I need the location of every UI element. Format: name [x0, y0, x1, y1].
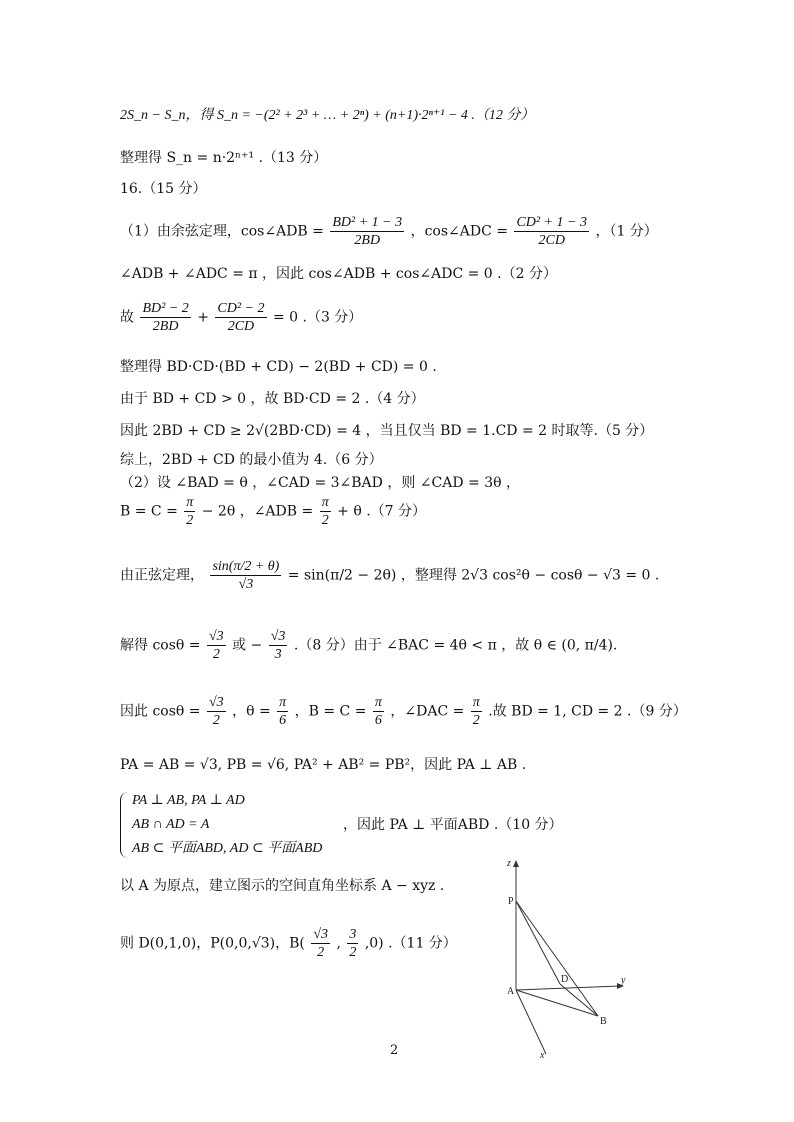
cosine-rule-mid: ，cos∠ADC = — [410, 223, 508, 240]
fraction-denominator: 6 — [374, 713, 382, 728]
cosine-rule-intro: （1）由余弦定理，cos∠ADB = — [120, 223, 324, 240]
fraction-pi-over-2 — [184, 494, 195, 529]
system-brace — [120, 792, 131, 858]
fraction-numerator: sin(π/2 + θ) — [212, 559, 280, 574]
values-theta: ，θ = — [232, 703, 271, 720]
angles-mid: − 2θ ，∠ADB = — [201, 503, 314, 520]
coordinate-system-line: 以 A 为原点，建立图示的空间直角坐标系 A − xyz . — [120, 878, 445, 894]
fraction-numerator: π — [279, 695, 287, 710]
values-dac: ，∠DAC = — [390, 703, 465, 720]
fraction-pi-over-6 — [277, 694, 288, 729]
angles-pre: B = C = — [120, 503, 178, 520]
fraction-numerator: π — [186, 495, 194, 510]
z-axis-label: z — [507, 858, 511, 869]
fraction-denominator: 2 — [212, 713, 220, 728]
edge-ab — [516, 990, 598, 1016]
fraction-root3-over-3 — [269, 628, 288, 663]
fraction-numerator: √3 — [208, 695, 224, 710]
fraction-bd — [140, 300, 190, 335]
fraction-numerator: BD² + 1 − 3 — [332, 215, 403, 230]
fraction-b-y — [347, 926, 358, 961]
fraction-root3-over-2 — [207, 694, 226, 729]
fraction-root3-over-2 — [207, 628, 226, 663]
fraction-denominator: 2 — [349, 945, 357, 960]
fraction-numerator: π — [321, 495, 329, 510]
plus-sign: + — [197, 309, 209, 326]
fraction-pi-over-6 — [373, 694, 384, 729]
system-condition-1: PA ⊥ AB, PA ⊥ AD — [132, 793, 245, 808]
point-b-label: B — [600, 1016, 607, 1027]
solve-pre: 解得 cosθ = — [120, 637, 201, 654]
fraction-numerator: 3 — [349, 927, 357, 942]
minimum-line: 综上，2BD + CD 的最小值为 4.（6 分） — [120, 452, 383, 468]
fraction-cd — [215, 300, 266, 335]
edge-pb — [516, 901, 598, 1016]
angles-line — [120, 494, 426, 529]
cosine-rule-line — [120, 214, 658, 249]
fraction-equation-line — [120, 300, 362, 335]
y-axis — [516, 986, 620, 990]
score-note: ，（1 分） — [595, 223, 658, 240]
fraction-numerator: π — [374, 695, 382, 710]
fraction-denominator: √3 — [238, 577, 254, 592]
sine-rule-line — [120, 558, 659, 593]
y-axis-label: y — [621, 975, 626, 986]
values-line — [120, 694, 687, 729]
values-bc: ，B = C = — [294, 703, 367, 720]
edge-pd — [516, 901, 560, 984]
point-d-label: D — [561, 974, 569, 985]
perpendicular-line: PA = AB = √3, PB = √6, PA² + AB² = PB²，因此 PA ⊥ AB . — [120, 757, 527, 773]
values-post: .故 BD = 1, CD = 2 .（9 分） — [488, 703, 687, 720]
fraction-pi-over-2 — [320, 494, 331, 529]
coordinates-comma: , — [336, 935, 341, 952]
fraction-denominator: 3 — [274, 647, 282, 662]
fraction-numerator: √3 — [313, 927, 328, 942]
sine-rule-pre: 由正弦定理， — [120, 567, 204, 584]
system-condition-2: AB ∩ AD = A — [132, 817, 210, 832]
question-16-heading: 16.（15 分） — [120, 181, 207, 197]
page-number: 2 — [390, 1043, 399, 1058]
fraction-denominator: 2 — [321, 513, 329, 528]
solve-post: .（8 分）由于 ∠BAC = 4θ < π ，故 θ ∈ (0, π/4). — [293, 637, 618, 654]
solve-or: 或 − — [232, 637, 263, 654]
fraction-denominator: 2 — [212, 647, 220, 662]
therefore-label: 故 — [120, 309, 134, 326]
coordinates-post: ,0) .（11 分） — [364, 935, 457, 952]
fraction-denominator: 2 — [472, 713, 480, 728]
x-axis-label: x — [540, 1050, 545, 1061]
fraction-pi-over-2 — [471, 694, 482, 729]
fraction-sine — [210, 558, 281, 593]
fraction-denominator: 2 — [186, 513, 194, 528]
pyramid-coordinate-figure — [498, 856, 638, 1061]
solve-line — [120, 628, 617, 663]
equation-tail: = 0 .（3 分） — [272, 309, 363, 326]
sine-rule-post: = sin(π/2 − 2θ) ，整理得 2√3 cos²θ − cosθ − √3 = 0 . — [287, 567, 660, 584]
simplify-line: 整理得 BD·CD·(BD + CD) − 2(BD + CD) = 0 . — [120, 359, 437, 375]
sum-result-line: 整理得 S_n = n·2ⁿ⁺¹ .（13 分） — [120, 150, 328, 166]
system-conclusion: ，因此 PA ⊥ 平面ABD .（10 分） — [343, 817, 563, 833]
fraction-denominator: 6 — [279, 713, 287, 728]
x-axis — [516, 990, 546, 1054]
fraction-numerator: CD² − 2 — [217, 301, 265, 316]
product-line: 由于 BD + CD > 0 ，故 BD·CD = 2 .（4 分） — [120, 391, 425, 407]
inequality-line: 因此 2BD + CD ≥ 2√(2BD·CD) = 4 ，当且仅当 BD = 1.CD = 2 时取等.（5 分） — [120, 423, 654, 439]
angles-post: + θ .（7 分） — [337, 503, 427, 520]
point-p-label: P — [508, 896, 514, 907]
fraction-b-x — [311, 926, 330, 961]
fraction-numerator: π — [472, 695, 480, 710]
fraction-numerator: CD² + 1 − 3 — [516, 215, 587, 230]
fraction-cos-adc — [514, 214, 589, 249]
fraction-denominator: 2BD — [152, 319, 179, 334]
fraction-cos-adb — [330, 214, 404, 249]
fraction-numerator: √3 — [208, 629, 224, 644]
angle-sum-line: ∠ADB + ∠ADC = π ，因此 cos∠ADB + cos∠ADC = 0 .（2 分） — [120, 266, 557, 282]
fraction-numerator: √3 — [270, 629, 286, 644]
system-condition-3: AB ⊂ 平面ABD, AD ⊂ 平面ABD — [132, 841, 323, 856]
fraction-denominator: 2CD — [227, 319, 255, 334]
coordinates-pre: 则 D(0,1,0)，P(0,0,√3)，B( — [120, 935, 305, 952]
sum-line: 2S_n − S_n，得 S_n = −(2² + 2³ + … + 2ⁿ) + (n+1)·2ⁿ⁺¹ − 4 .（12 分） — [120, 108, 535, 123]
fraction-denominator: 2CD — [538, 233, 565, 248]
part2-setup-line: （2）设 ∠BAD = θ ，∠CAD = 3∠BAD ，则 ∠CAD = 3θ ， — [120, 475, 520, 491]
values-pre: 因此 cosθ = — [120, 703, 201, 720]
fraction-denominator: 2BD — [354, 233, 381, 248]
fraction-denominator: 2 — [317, 945, 325, 960]
point-a-label: A — [507, 986, 515, 997]
coordinates-line — [120, 926, 457, 961]
fraction-numerator: BD² − 2 — [142, 301, 189, 316]
z-axis-arrow — [513, 860, 519, 867]
